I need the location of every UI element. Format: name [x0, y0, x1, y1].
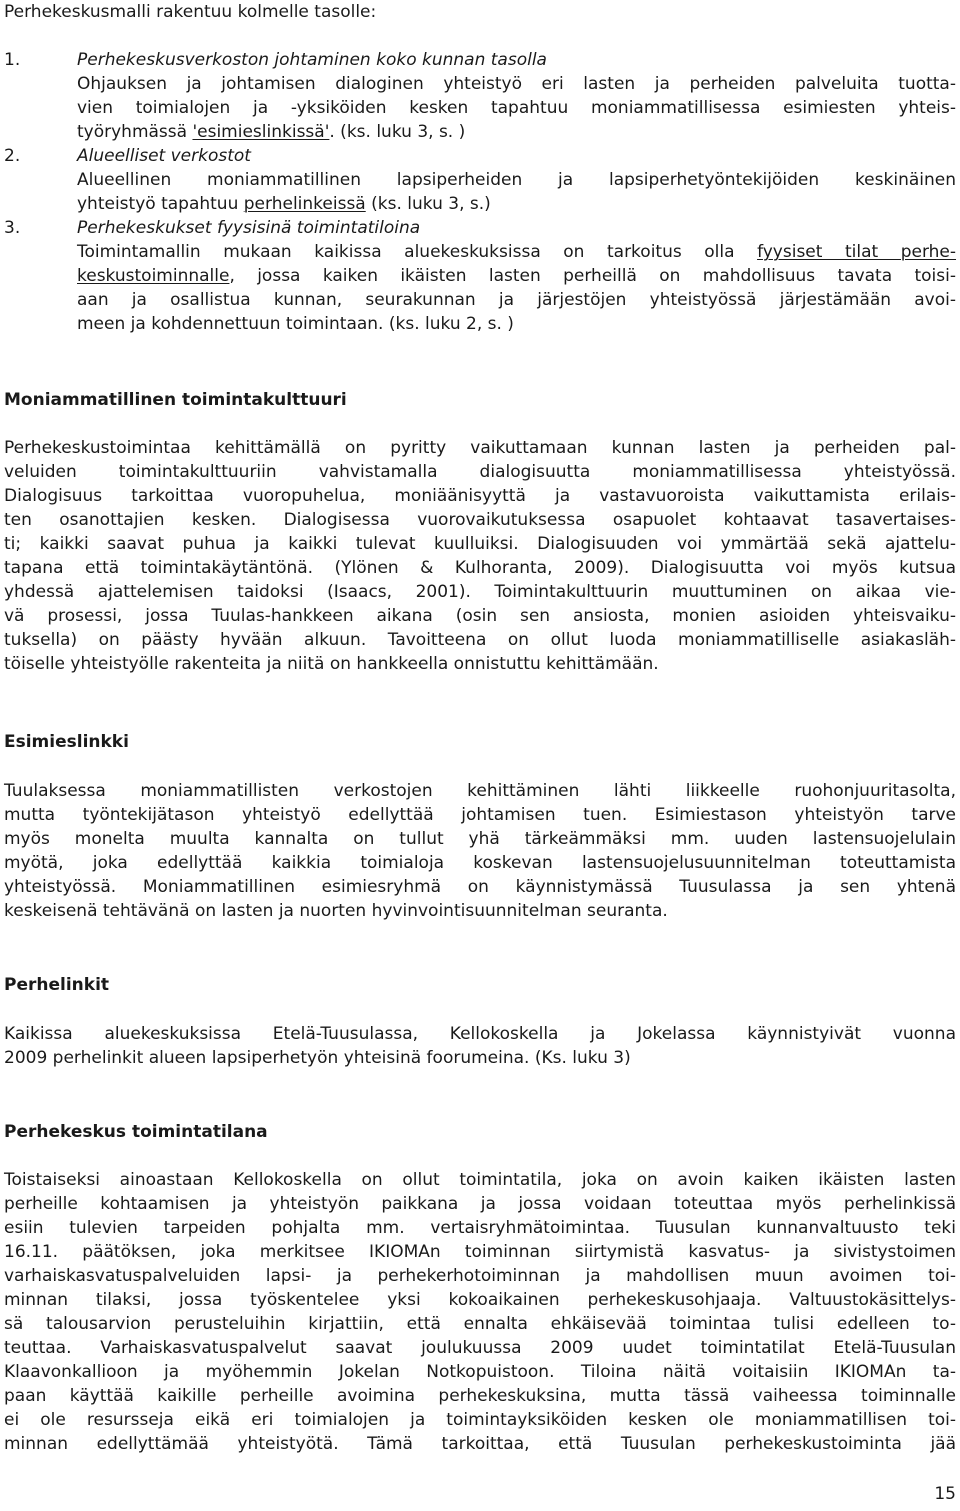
fyysiset-tilat-link[interactable]: keskustoiminnalle	[77, 266, 230, 286]
section2-line: Tuulaksessa moniammatillisten verkostojen kehittäminen lähti liikkeelle ruohonjuuritasolta,	[4, 781, 956, 801]
section1-line: ten osanottajien kesken. Dialogisessa vuorovaikutuksessa osapuolet kohtaavat tasavertaises-	[4, 510, 956, 530]
item2-line: Alueellinen moniammatillinen lapsiperheiden ja lapsiperhetyöntekijöiden keskinäinen	[77, 170, 956, 190]
section1-line: tapana että toimintakäytäntönä. (Ylönen & Kulhoranta, 2009). Dialogisuutta voi myös kutsua	[4, 558, 956, 578]
section2-line: mutta työntekijätason yhteistyö edellyttää johtamisen tuen. Esimiestason yhteistyön tarve	[4, 805, 956, 825]
item1-number: 1.	[4, 50, 21, 70]
section1-line: Perhekeskustoimintaa kehittämällä on pyritty vaikuttamaan kunnan lasten ja perheiden pal-	[4, 438, 956, 458]
section1-line: vä prosessi, jossa Tuulas-hankkeen aikana (osin sen ansiosta, monien asioiden yhteisvaiku-	[4, 606, 956, 626]
section4-line: perheille kohtaamisen ja yhteistyön paikkana ja jossa voidaan toteuttaa myös perhelinkissä	[4, 1194, 956, 1214]
section1-line: ti; kaikki saavat puhua ja kaikki tulevat kuulluiksi. Dialogisuuden voi ymmärtää sekä ajattelu-	[4, 534, 956, 554]
page-number: 15	[934, 1484, 956, 1504]
item1-line: työryhmässä 'esimieslinkissä'. (ks. luku 3, s. )	[77, 122, 466, 142]
section-heading-perhelinkit: Perhelinkit	[4, 975, 110, 995]
section1-line: yhdessä ajattelemisen taidoksi (Isaacs, 2001). Toimintakulttuurin muuttuminen on aikaa vie-	[4, 582, 956, 602]
section4-line: minnan edellyttämää yhteistyötä. Tämä tarkoittaa, että Tuusulan perhekeskustoiminta jää	[4, 1434, 956, 1454]
section4-line: paan käyttää kaikille perheille avoimina perhekeskuksina, mutta tässä vaiheessa toiminnalle	[4, 1386, 956, 1406]
perhelinkit-link[interactable]: perhelinkeissä	[243, 194, 366, 214]
section-heading-toimintatila: Perhekeskus toimintatilana	[4, 1122, 268, 1142]
section1-line: tuksella) on päästy hyvään alkuun. Tavoitteena on ollut luoda moniammatilliselle asiakasläh-	[4, 630, 956, 650]
section1-line: veluiden toimintakulttuuriin vahvistamalla dialogisuutta moniammatillisessa yhteistyössä.	[4, 462, 956, 482]
section4-line: sä talousarvion perusteluihin kirjattiin, että ennalta ehkäisevää toimintaa tulisi edelleen to-	[4, 1314, 956, 1334]
item1-line: Ohjauksen ja johtamisen dialoginen yhteistyö eri lasten ja perheiden palveluita tuotta-	[77, 74, 956, 94]
section4-line: ei ole resursseja eikä eri toimialojen ja toimintayksiköiden kesken ole moniammatillisen toi-	[4, 1410, 956, 1430]
item1-line: vien toimialojen ja -yksiköiden kesken tapahtuu moniammatillisessa esimiesten yhteis-	[77, 98, 956, 118]
item3-line: aan ja osallistua kunnan, seurakunnan ja järjestöjen yhteistyössä järjestämään avoi-	[77, 290, 956, 310]
section4-line: teuttaa. Varhaiskasvatuspalvelut saavat joulukuussa 2009 uudet toimintatilat Etelä-Tuusulan	[4, 1338, 956, 1358]
section3-line: 2009 perhelinkit alueen lapsiperhetyön yhteisinä foorumeina. (Ks. luku 3)	[4, 1048, 631, 1068]
item3-title: Perhekeskukset fyysisinä toimintatiloina	[77, 218, 421, 238]
section4-line: Klaavonkallioon ja myöhemmin Jokelan Notkopuistoon. Tiloina näitä voitaisiin IKIOMAn ta-	[4, 1362, 956, 1382]
section4-line: varhaiskasvatuspalveluiden lapsi- ja perhekerhotoiminnan ja mahdollisen muun avoimen toi-	[4, 1266, 956, 1286]
item3-number: 3.	[4, 218, 21, 238]
esimieslinkki-link[interactable]: 'esimieslinkissä'	[192, 122, 330, 142]
fyysiset-tilat-link[interactable]: fyysiset tilat perhe-	[757, 242, 957, 262]
section2-line: myötä, joka edellyttää kaikkia toimialoja koskevan lastensuojelusuunnitelman toteuttamista	[4, 853, 956, 873]
item2-number: 2.	[4, 146, 21, 166]
item2-line: yhteistyö tapahtuu perhelinkeissä (ks. luku 3, s.)	[77, 194, 491, 214]
section4-line: 16.11. päätöksen, joka merkitsee IKIOMAn toiminnan siirtymistä kasvatus- ja sivistystoimen	[4, 1242, 956, 1262]
item1-title: Perhekeskusverkoston johtaminen koko kunnan tasolla	[77, 50, 547, 70]
intro-text: Perhekeskusmalli rakentuu kolmelle tasolle:	[4, 2, 377, 22]
item3-line: meen ja kohdennettuun toimintaan. (ks. luku 2, s. )	[77, 314, 514, 334]
item2-title: Alueelliset verkostot	[77, 146, 251, 166]
section1-line: Dialogisuus tarkoittaa vuoropuhelua, moniäänisyyttä ja vastavuoroista vaikuttamista erilais-	[4, 486, 956, 506]
section2-line: yhteistyössä. Moniammatillinen esimiesryhmä on käynnistymässä Tuusulassa ja sen yhtenä	[4, 877, 956, 897]
section3-line: Kaikissa aluekeskuksissa Etelä-Tuusulassa, Kellokoskella ja Jokelassa käynnistyivät vuonna	[4, 1024, 956, 1044]
section4-line: esiin tulevien tarpeiden pohjalta mm. vertaisryhmätoimintaa. Tuusulan kunnanvaltuusto teki	[4, 1218, 956, 1238]
section-heading-esimieslinkki: Esimieslinkki	[4, 732, 129, 752]
item3-line: Toimintamallin mukaan kaikissa aluekeskuksissa on tarkoitus olla fyysiset tilat perhe-	[77, 242, 957, 262]
item3-line: keskustoiminnalle, jossa kaiken ikäisten lasten perheillä on mahdollisuus tavata toisi-	[77, 266, 956, 286]
section2-line: keskeisenä tehtävänä on lasten ja nuorten hyvinvointisuunnitelman seuranta.	[4, 901, 668, 921]
section4-line: Toistaiseksi ainoastaan Kellokoskella on ollut toimintatila, joka on avoin kaiken ikäisten lasten	[4, 1170, 956, 1190]
section1-line: töiselle yhteistyölle rakenteita ja niitä on hankkeella onnistuttu kehittämään.	[4, 654, 659, 674]
section-heading-moniammatillinen: Moniammatillinen toimintakulttuuri	[4, 390, 347, 410]
section4-line: minnan tilaksi, jossa työskentelee yksi kokoaikainen perhekeskusohjaaja. Valtuustokäsittelys-	[4, 1290, 956, 1310]
section2-line: myös monelta muulta kannalta on tullut yhä tärkeämmäksi mm. uuden lastensuojelulain	[4, 829, 956, 849]
